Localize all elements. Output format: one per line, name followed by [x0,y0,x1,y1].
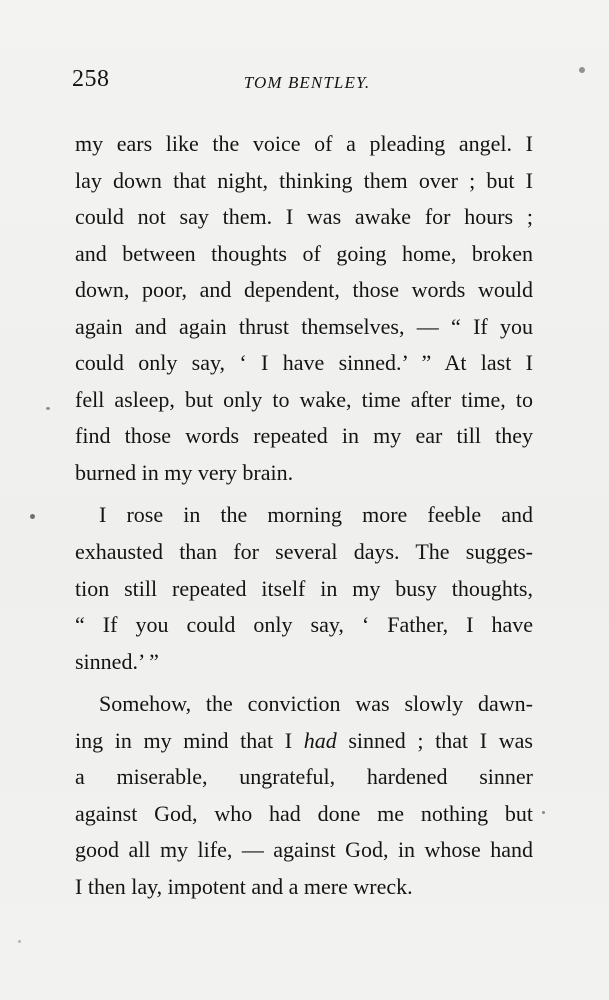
text-line: could only say, ‘ I have sinned.’ ” At last I [75,350,533,376]
text-line: again and again thrust themselves, — “ If you [75,313,533,339]
running-title: TOM BENTLEY. [243,73,371,92]
text-line: I then lay, impotent and a mere wreck. [75,873,413,899]
text-line: sinned.’ ” [75,648,159,674]
text-line: lay down that night, thinking them over ; but I [75,167,533,193]
emphasized-word: had [303,727,337,753]
text-line: “ If you could only say, ‘ Father, I have [75,612,533,638]
text-line: I rose in the morning more feeble and [99,502,533,528]
ink-speck [18,940,21,943]
body-text [75,126,533,905]
text-line: exhausted than for several days. The sugges- [75,539,533,565]
text-line: Somehow, the conviction was slowly dawn- [99,691,533,717]
text-line: fell asleep, but only to wake, time after time, to [75,386,533,412]
ink-speck [542,811,545,814]
paragraph-2 [75,497,533,680]
page-header [72,66,542,106]
text-line: my ears like the voice of a pleading angel. I [75,131,533,156]
text-run: sinned ; that I was [336,727,533,753]
text-line: find those words repeated in my ear till they [75,423,533,449]
text-line: burned in my very brain. [75,459,294,485]
text-line: against God, who had done me nothing but [75,800,533,826]
page-number: 258 [72,66,110,92]
text-line: good all my life, — against God, in whose hand [75,837,533,863]
ink-speck [30,514,35,519]
paragraph-1 [75,126,533,491]
text-line-with-emphasis [75,723,533,760]
ink-speck [579,67,585,73]
text-line: could not say them. I was awake for hours ; [75,204,533,230]
text-line: and between thoughts of going home, broken [75,240,533,266]
text-run: ing in my mind that I [75,727,304,753]
paragraph-3 [75,686,533,905]
text-line: down, poor, and dependent, those words would [75,277,533,303]
ink-speck [46,407,50,410]
text-line: a miserable, ungrateful, hardened sinner [75,764,533,790]
text-line: tion still repeated itself in my busy thoughts, [75,575,533,601]
